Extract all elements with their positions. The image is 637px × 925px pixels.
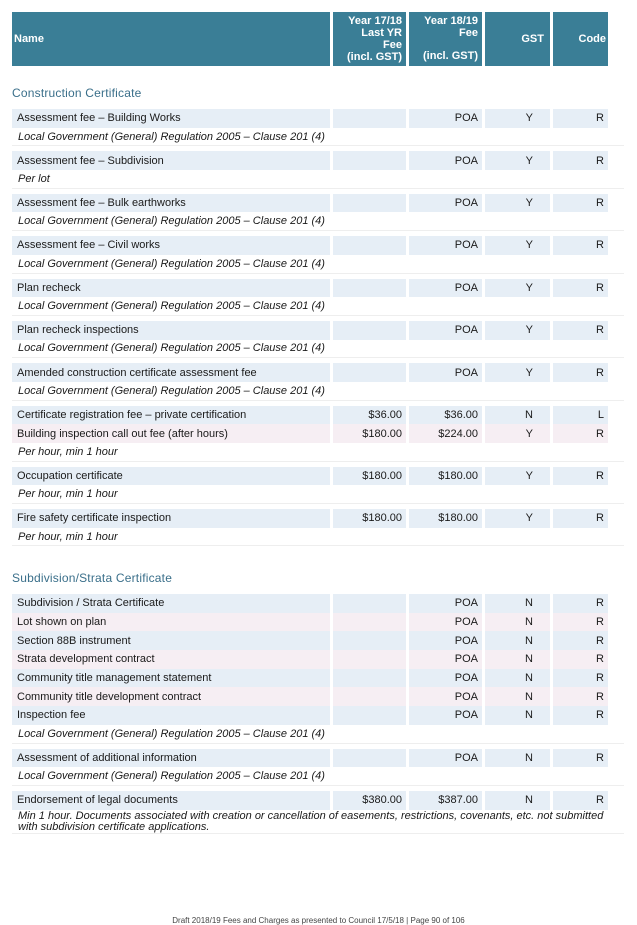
last-year-fee-cell [333,467,406,486]
fee-name-cell [12,749,330,768]
fee-name-cell [12,650,330,669]
gst-cell [485,749,550,768]
current-fee-cell [409,706,482,725]
code-cell [553,321,608,340]
current-fee: $180.00 [438,470,478,483]
last-year-fee-cell [333,321,406,340]
code-cell [553,613,608,632]
fee-note: Local Government (General) Regulation 2005 – Clause 201 (4) [12,297,624,316]
gst-cell [485,706,550,725]
gst-cell [485,594,550,613]
header-name: Name [12,12,330,66]
code-cell [553,109,608,128]
gst-value: Y [525,324,533,337]
table-row [12,363,624,382]
fee-name-cell [12,424,330,443]
current-fee: POA [454,597,478,610]
table-row [12,631,624,650]
code-value: R [596,366,604,379]
last-year-fee-cell [333,236,406,255]
current-fee-cell [409,669,482,688]
code-value: R [596,470,604,483]
code-cell [553,706,608,725]
code-value: R [596,197,604,210]
code-value: R [596,653,604,666]
code-value: R [596,794,604,807]
last-year-fee-cell [333,791,406,810]
fee-note: Local Government (General) Regulation 2005 – Clause 201 (4) [12,128,624,147]
gst-value: N [525,408,533,421]
fee-name: Endorsement of legal documents [17,794,178,807]
current-fee-cell [409,791,482,810]
construction-fee-list [12,109,624,546]
table-header [12,12,624,66]
fee-name-cell [12,706,330,725]
code-value: R [596,690,604,703]
gst-value: N [525,690,533,703]
gst-value: Y [525,427,533,440]
code-cell [553,151,608,170]
gst-cell [485,687,550,706]
gst-value: N [525,751,533,764]
current-fee-cell [409,109,482,128]
current-fee-cell [409,749,482,768]
header-current-year-fee: Year 18/19 Fee (incl. GST) [409,12,482,66]
gst-cell [485,151,550,170]
current-fee: POA [454,281,478,294]
fee-name: Assessment fee – Subdivision [17,154,164,167]
fee-name: Occupation certificate [17,470,123,483]
table-row [12,109,624,128]
current-fee-cell [409,151,482,170]
current-fee: $387.00 [438,794,478,807]
fee-name: Plan recheck [17,281,81,294]
header-last-year-fee: Year 17/18 Last YR Fee (incl. GST) [333,12,406,66]
fee-note: Local Government (General) Regulation 2005 – Clause 201 (4) [12,767,624,786]
last-year-fee-cell [333,631,406,650]
code-value: R [596,672,604,685]
current-fee: POA [454,154,478,167]
last-year-fee-cell [333,424,406,443]
fee-name: Subdivision / Strata Certificate [17,597,165,610]
fee-name-cell [12,194,330,213]
gst-value: Y [525,470,533,483]
fee-name-cell [12,321,330,340]
code-cell [553,791,608,810]
gst-cell [485,363,550,382]
gst-cell [485,406,550,425]
fee-note: Min 1 hour. Documents associated with creation or cancellation of easements, restrictions, covenants, etc. not submitted with subdivision certificate applications. [12,810,624,834]
gst-cell [485,509,550,528]
gst-cell [485,613,550,632]
code-value: L [597,408,604,421]
code-cell [553,650,608,669]
current-fee-cell [409,631,482,650]
code-cell [553,594,608,613]
fee-name: Strata development contract [17,653,155,666]
code-value: R [596,751,604,764]
current-fee-cell [409,467,482,486]
current-fee: POA [454,653,478,666]
current-fee: POA [454,709,478,722]
fee-note: Local Government (General) Regulation 2005 – Clause 201 (4) [12,725,624,744]
fee-name: Community title development contract [17,690,202,703]
last-year-fee-cell [333,613,406,632]
current-fee: $180.00 [438,512,478,525]
fee-note: Per lot [12,170,624,189]
last-year-fee: $180.00 [362,512,402,525]
fee-name: Assessment fee – Building Works [17,112,181,125]
current-fee: POA [454,197,478,210]
fee-name: Building inspection call out fee (after hours) [17,427,228,440]
code-cell [553,669,608,688]
gst-value: Y [525,366,533,379]
table-row [12,151,624,170]
current-fee: POA [454,672,478,685]
last-year-fee: $380.00 [362,794,402,807]
table-row [12,467,624,486]
table-row [12,791,624,810]
current-fee: POA [454,751,478,764]
last-year-fee-cell [333,406,406,425]
fee-name-cell [12,791,330,810]
fee-name-cell [12,151,330,170]
current-fee-cell [409,424,482,443]
code-cell [553,631,608,650]
gst-cell [485,236,550,255]
code-cell [553,749,608,768]
table-row [12,509,624,528]
table-row [12,279,624,298]
last-year-fee: $180.00 [362,470,402,483]
table-row [12,669,624,688]
gst-cell [485,669,550,688]
code-cell [553,236,608,255]
current-fee: POA [454,366,478,379]
fee-name-cell [12,687,330,706]
fee-note: Local Government (General) Regulation 2005 – Clause 201 (4) [12,382,624,401]
fee-name-cell [12,406,330,425]
fee-name: Certificate registration fee – private certification [17,408,247,421]
gst-cell [485,109,550,128]
current-fee-cell [409,406,482,425]
fee-name-cell [12,631,330,650]
current-fee: POA [454,324,478,337]
header-gst: GST [485,12,550,66]
header-code: Code [553,12,608,66]
table-row [12,650,624,669]
section-title-subdivision: Subdivision/Strata Certificate [12,571,173,585]
code-value: R [596,281,604,294]
code-cell [553,687,608,706]
code-cell [553,279,608,298]
fee-name: Amended construction certificate assessment fee [17,366,257,379]
gst-cell [485,194,550,213]
fee-note: Per hour, min 1 hour [12,528,624,547]
code-value: R [596,634,604,647]
current-fee-cell [409,613,482,632]
fee-name-cell [12,669,330,688]
current-fee: POA [454,634,478,647]
fee-name-cell [12,279,330,298]
gst-cell [485,279,550,298]
last-year-fee-cell [333,706,406,725]
page-footer: Draft 2018/19 Fees and Charges as presented to Council 17/5/18 | Page 90 of 106 [172,916,465,925]
last-year-fee-cell [333,279,406,298]
table-row [12,424,624,443]
fee-name-cell [12,509,330,528]
last-year-fee-cell [333,669,406,688]
current-fee-cell [409,194,482,213]
code-cell [553,406,608,425]
current-fee-cell [409,279,482,298]
code-value: R [596,154,604,167]
code-value: R [596,239,604,252]
gst-value: N [525,616,533,629]
gst-value: N [525,597,533,610]
current-fee-cell [409,687,482,706]
code-value: R [596,112,604,125]
current-fee: POA [454,690,478,703]
table-row [12,236,624,255]
gst-value: Y [525,239,533,252]
last-year-fee-cell [333,749,406,768]
last-year-fee-cell [333,194,406,213]
section-title-construction: Construction Certificate [12,86,142,100]
table-row [12,406,624,425]
subdivision-fee-list [12,594,624,834]
fee-note: Per hour, min 1 hour [12,485,624,504]
gst-cell [485,424,550,443]
fee-name-cell [12,613,330,632]
fee-name: Inspection fee [17,709,86,722]
last-year-fee-cell [333,687,406,706]
current-fee-cell [409,650,482,669]
table-row [12,194,624,213]
code-value: R [596,427,604,440]
last-year-fee-cell [333,363,406,382]
code-cell [553,509,608,528]
last-year-fee-cell [333,109,406,128]
table-row [12,613,624,632]
last-year-fee: $36.00 [368,408,402,421]
table-row [12,749,624,768]
gst-value: N [525,672,533,685]
fee-note: Local Government (General) Regulation 2005 – Clause 201 (4) [12,340,624,359]
fee-name: Section 88B instrument [17,634,131,647]
gst-value: N [525,709,533,722]
gst-value: Y [525,197,533,210]
fee-name-cell [12,109,330,128]
fee-name: Plan recheck inspections [17,324,139,337]
code-cell [553,363,608,382]
code-value: R [596,616,604,629]
current-fee-cell [409,236,482,255]
fee-note: Per hour, min 1 hour [12,443,624,462]
gst-cell [485,467,550,486]
fee-name: Lot shown on plan [17,616,107,629]
last-year-fee-cell [333,151,406,170]
fee-name-cell [12,363,330,382]
current-fee-cell [409,363,482,382]
fee-name: Assessment of additional information [17,751,197,764]
fee-name-cell [12,594,330,613]
gst-cell [485,321,550,340]
current-fee: POA [454,616,478,629]
current-fee: POA [454,112,478,125]
code-value: R [596,512,604,525]
table-row [12,687,624,706]
current-fee-cell [409,594,482,613]
code-value: R [596,597,604,610]
gst-value: Y [525,512,533,525]
code-cell [553,194,608,213]
last-year-fee: $180.00 [362,427,402,440]
fee-note: Local Government (General) Regulation 2005 – Clause 201 (4) [12,212,624,231]
table-row [12,321,624,340]
current-fee: $224.00 [438,427,478,440]
gst-value: N [525,653,533,666]
fee-note: Local Government (General) Regulation 2005 – Clause 201 (4) [12,255,624,274]
code-value: R [596,324,604,337]
code-cell [553,424,608,443]
gst-value: Y [525,154,533,167]
fee-name-cell [12,467,330,486]
table-row [12,706,624,725]
last-year-fee-cell [333,594,406,613]
gst-cell [485,791,550,810]
current-fee: POA [454,239,478,252]
last-year-fee-cell [333,650,406,669]
fee-name: Assessment fee – Bulk earthworks [17,197,186,210]
gst-value: N [525,794,533,807]
last-year-fee-cell [333,509,406,528]
gst-value: Y [525,281,533,294]
code-value: R [596,709,604,722]
fee-name-cell [12,236,330,255]
current-fee: $36.00 [444,408,478,421]
gst-cell [485,650,550,669]
gst-value: Y [525,112,533,125]
fee-name: Fire safety certificate inspection [17,512,172,525]
code-cell [553,467,608,486]
gst-cell [485,631,550,650]
current-fee-cell [409,509,482,528]
gst-value: N [525,634,533,647]
fee-name: Community title management statement [17,672,212,685]
current-fee-cell [409,321,482,340]
fee-name: Assessment fee – Civil works [17,239,161,252]
table-row [12,594,624,613]
